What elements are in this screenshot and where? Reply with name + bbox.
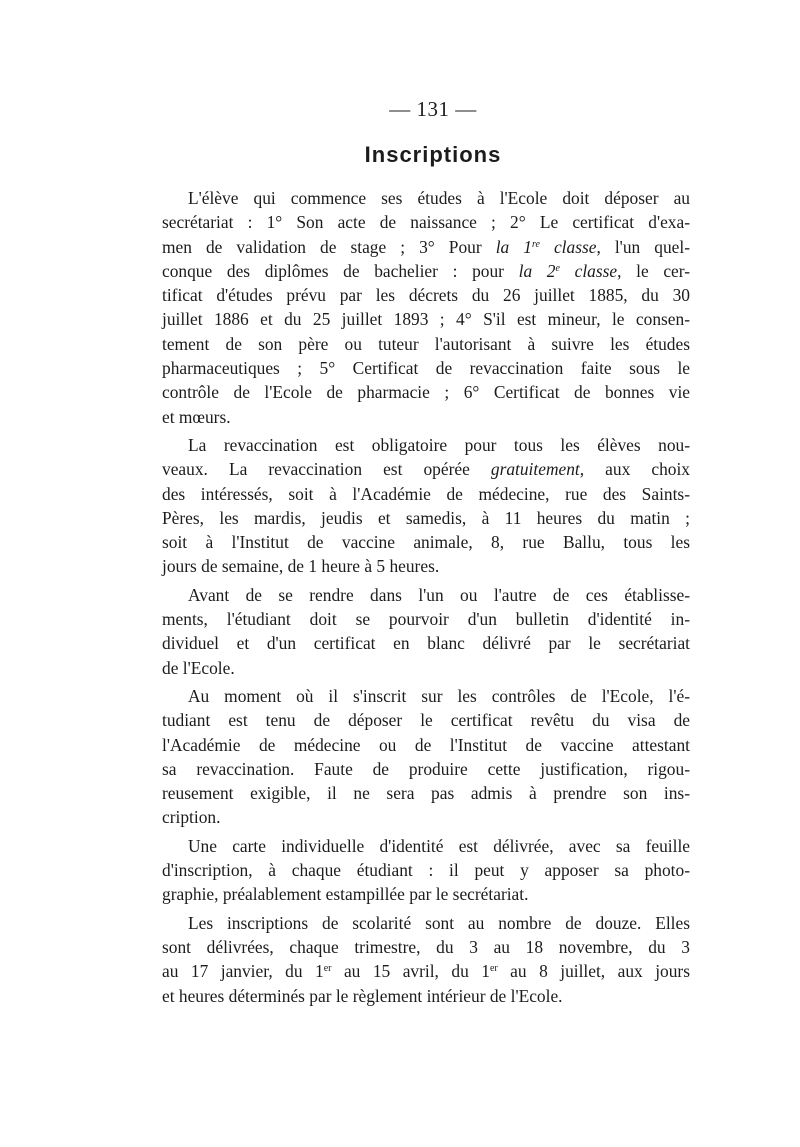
paragraph bbox=[162, 433, 690, 579]
text-line: tement de son père ou tuteur l'autorisant à suivre les études bbox=[162, 333, 690, 354]
paragraph bbox=[162, 583, 690, 680]
text-line: dividuel et d'un certificat en blanc délivré par le secrétariat bbox=[162, 633, 690, 654]
text-line: Pères, les mardis, jeudis et samedis, à 11 heures du matin ; bbox=[162, 507, 690, 528]
text-line: tudiant est tenu de déposer le certificat revêtu du visa de bbox=[162, 710, 690, 731]
text-line: Au moment où il s'inscrit sur les contrôles de l'Ecole, l'é- bbox=[188, 685, 690, 706]
paragraph bbox=[162, 684, 690, 830]
text-line: veaux. La revaccination est opérée gratuitement, aux choix bbox=[162, 459, 690, 480]
text-line: graphie, préalablement estampillée par le secrétariat. bbox=[162, 884, 529, 905]
text-line: Les inscriptions de scolarité sont au nombre de douze. Elles bbox=[188, 912, 690, 933]
text-line: Une carte individuelle d'identité est délivrée, avec sa feuille bbox=[188, 835, 690, 856]
text-line: Avant de se rendre dans l'un ou l'autre de ces établisse- bbox=[188, 584, 690, 605]
text-line: pharmaceutiques ; 5° Certificat de revaccination faite sous le bbox=[162, 358, 690, 379]
text-line: L'élève qui commence ses études à l'Ecole doit déposer au bbox=[188, 188, 690, 208]
text-line: et heures déterminés par le règlement intérieur de l'Ecole. bbox=[162, 985, 563, 1006]
text-line: au 17 janvier, du 1er au 15 avril, du 1er au 8 juillet, aux jours bbox=[162, 961, 690, 982]
body-text bbox=[162, 186, 690, 1012]
text-line: des intéressés, soit à l'Académie de médecine, rue des Saints- bbox=[162, 483, 690, 504]
text-line: juillet 1886 et du 25 juillet 1893 ; 4° S'il est mineur, le consen- bbox=[162, 309, 690, 330]
text-line: conque des diplômes de bachelier : pour la 2e classe, le cer- bbox=[162, 260, 690, 281]
text-line: soit à l'Institut de vaccine animale, 8, rue Ballu, tous les bbox=[162, 532, 690, 553]
text-line: La revaccination est obligatoire pour tous les élèves nou- bbox=[188, 434, 690, 455]
text-line: jours de semaine, de 1 heure à 5 heures. bbox=[162, 556, 440, 577]
text-line: contrôle de l'Ecole de pharmacie ; 6° Certificat de bonnes vie bbox=[162, 382, 690, 403]
text-line: secrétariat : 1° Son acte de naissance ; 2° Le certificat d'exa- bbox=[162, 212, 690, 233]
text-line: sa revaccination. Faute de produire cette justification, rigou- bbox=[162, 758, 690, 779]
text-line: men de validation de stage ; 3° Pour la 1re classe, l'un quel- bbox=[162, 236, 690, 257]
text-line: d'inscription, à chaque étudiant : il peut y apposer sa photo- bbox=[162, 860, 690, 881]
text-line: cription. bbox=[162, 807, 221, 828]
text-line: sont délivrées, chaque trimestre, du 3 au 18 novembre, du 3 bbox=[162, 936, 690, 957]
paragraph bbox=[162, 186, 690, 429]
page-number: — 131 — bbox=[389, 97, 477, 121]
text-line: reusement exigible, il ne sera pas admis à prendre son ins- bbox=[162, 783, 690, 804]
text-line: tificat d'études prévu par les décrets du 26 juillet 1885, du 30 bbox=[162, 285, 690, 306]
page-title: Inscriptions bbox=[364, 142, 502, 167]
paragraph bbox=[162, 911, 690, 1008]
text-line: l'Académie de médecine ou de l'Institut de vaccine attestant bbox=[162, 734, 690, 755]
text-line: de l'Ecole. bbox=[162, 657, 235, 678]
text-line: et mœurs. bbox=[162, 406, 231, 427]
text-line: ments, l'étudiant doit se pourvoir d'un bulletin d'identité in- bbox=[162, 609, 690, 630]
paragraph bbox=[162, 834, 690, 907]
